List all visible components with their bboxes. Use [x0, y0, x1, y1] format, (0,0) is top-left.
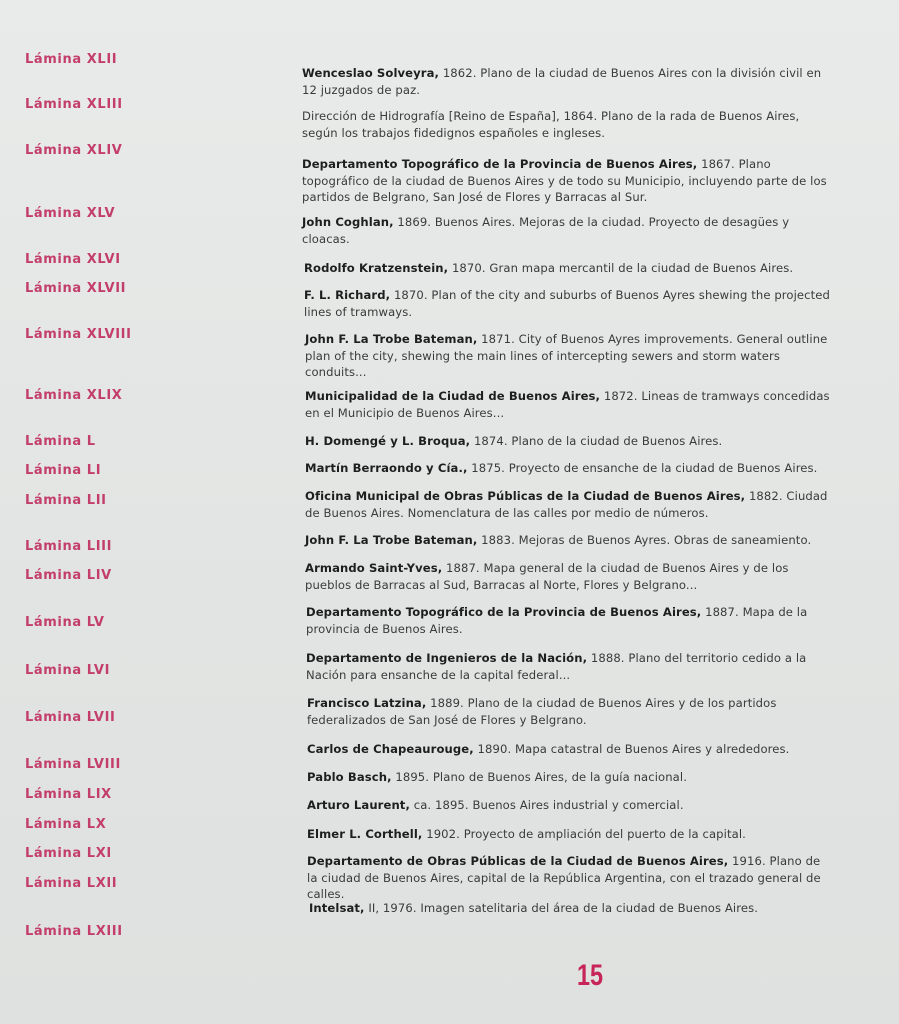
plate-description	[305, 388, 831, 421]
plate-description	[306, 650, 832, 683]
plate-description	[302, 65, 828, 98]
plate-description	[307, 741, 833, 758]
plate-label: Lámina LXIII	[25, 924, 123, 939]
author-name: Francisco Latzina,	[307, 696, 427, 710]
description-text: 1890. Mapa catastral de Buenos Aires y alrededores.	[473, 742, 790, 756]
author-name: Pablo Basch,	[307, 770, 392, 784]
author-name: Wenceslao Solveyra,	[302, 66, 440, 80]
plate-label: Lámina XLIX	[25, 388, 123, 403]
author-name: Intelsat,	[309, 901, 365, 915]
plate-label: Lámina LIII	[25, 539, 113, 554]
author-name: Oficina Municipal de Obras Públicas de la Ciudad de Buenos Aires,	[305, 489, 746, 503]
plate-description	[304, 260, 830, 277]
plate-label: Lámina XLII	[25, 52, 118, 67]
description-text: 1862. Plano de la ciudad de Buenos Aires con la división civil en 12 juzgados de paz.	[302, 66, 822, 97]
author-name: John F. La Trobe Bateman,	[305, 533, 478, 547]
plate-label: Lámina XLIV	[25, 143, 123, 158]
plate-label: Lámina XLV	[25, 206, 116, 221]
description-text: 1887. Mapa de la provincia de Buenos Aires.	[306, 605, 808, 636]
plate-label: Lámina LII	[25, 493, 107, 508]
description-text: 1916. Plano de la ciudad de Buenos Aires, capital de la República Argentina, con el trazado general de calles.	[307, 854, 821, 901]
author-name: Departamento Topográfico de la Provincia de Buenos Aires,	[306, 605, 702, 619]
author-name: Municipalidad de la Ciudad de Buenos Aires,	[305, 389, 601, 403]
author-name: F. L. Richard,	[304, 288, 391, 302]
plate-description	[307, 826, 833, 843]
plate-label: Lámina XLVII	[25, 281, 127, 296]
plate-description	[307, 695, 833, 728]
plate-label: Lámina LX	[25, 817, 107, 832]
plate-label: Lámina LVII	[25, 710, 116, 725]
author-name: Departamento Topográfico de la Provincia de Buenos Aires,	[302, 157, 698, 171]
plate-label: Lámina LXII	[25, 876, 118, 891]
plate-description	[306, 604, 832, 637]
description-text: 1883. Mejoras de Buenos Ayres. Obras de saneamiento.	[477, 533, 812, 547]
plate-label: Lámina LIX	[25, 787, 112, 802]
plate-label: Lámina XLIII	[25, 97, 123, 112]
description-text: II, 1976. Imagen satelitaria del área de la ciudad de Buenos Aires.	[364, 901, 759, 915]
description-text: 1888. Plano del territorio cedido a la Nación para ensanche de la capital federal...	[306, 651, 807, 682]
author-name: Armando Saint-Yves,	[305, 561, 443, 575]
plate-description	[302, 156, 828, 206]
plate-label: Lámina LVI	[25, 663, 111, 678]
plate-description	[307, 853, 833, 903]
plate-description	[305, 460, 831, 477]
page-number: 15	[577, 959, 604, 992]
author-name: Departamento de Ingenieros de la Nación,	[306, 651, 588, 665]
plate-label: Lámina L	[25, 434, 96, 449]
plate-label: Lámina LVIII	[25, 757, 121, 772]
plate-label: Lámina XLVI	[25, 252, 121, 267]
plate-label: Lámina XLVIII	[25, 327, 132, 342]
plate-label: Lámina LV	[25, 615, 105, 630]
author-name: Elmer L. Corthell,	[307, 827, 423, 841]
plate-description	[305, 433, 831, 450]
author-name: Departamento de Obras Públicas de la Ciudad de Buenos Aires,	[307, 854, 729, 868]
plate-description	[305, 560, 831, 593]
plate-description	[305, 532, 831, 549]
description-text: 1872. Lineas de tramways concedidas en el Municipio de Buenos Aires...	[305, 389, 830, 420]
plate-description	[309, 900, 835, 917]
description-text: 1902. Proyecto de ampliación del puerto de la capital.	[422, 827, 746, 841]
author-name: Carlos de Chapeaurouge,	[307, 742, 474, 756]
plate-description	[307, 797, 833, 814]
description-text: 1887. Mapa general de la ciudad de Buenos Aires y de los pueblos de Barracas al Sud, Barracas al Norte, Flores y Belgrano...	[305, 561, 789, 592]
description-text: 1874. Plano de la ciudad de Buenos Aires.	[470, 434, 723, 448]
description-text: 1889. Plano de la ciudad de Buenos Aires y de los partidos federalizados de San José de Flores y Belgrano.	[307, 696, 777, 727]
plate-label: Lámina LIV	[25, 568, 112, 583]
author-name: John F. La Trobe Bateman,	[305, 332, 478, 346]
description-text: 1867. Plano topográfico de la ciudad de Buenos Aires y de todo su Municipio, incluyendo parte de los partidos de Belgrano, San José de Flores y Barracas al Sur.	[302, 157, 827, 204]
plate-description	[307, 769, 833, 786]
plate-description	[302, 108, 828, 141]
author-name: Arturo Laurent,	[307, 798, 410, 812]
description-text: 1895. Plano de Buenos Aires, de la guía nacional.	[391, 770, 687, 784]
author-name: Rodolfo Kratzenstein,	[304, 261, 449, 275]
plate-description	[302, 214, 828, 247]
description-text: 1875. Proyecto de ensanche de la ciudad de Buenos Aires.	[467, 461, 818, 475]
description-text: 1870. Gran mapa mercantil de la ciudad de Buenos Aires.	[448, 261, 794, 275]
description-text: 1871. City of Buenos Ayres improvements. General outline plan of the city, shewing the main lines of intercepting sewers and storm waters conduits...	[305, 332, 828, 379]
plate-label: Lámina LI	[25, 463, 102, 478]
description-text: 1882. Ciudad de Buenos Aires. Nomenclatura de las calles por medio de números.	[305, 489, 828, 520]
author-name: Martín Berraondo y Cía.,	[305, 461, 468, 475]
author-name: John Coghlan,	[302, 215, 394, 229]
author-name: H. Domengé y L. Broqua,	[305, 434, 471, 448]
plate-description	[304, 287, 830, 320]
plate-description	[305, 331, 831, 381]
description-text: 1870. Plan of the city and suburbs of Buenos Ayres shewing the projected lines of tramways.	[304, 288, 830, 319]
description-text: 1869. Buenos Aires. Mejoras de la ciudad. Proyecto de desagües y cloacas.	[302, 215, 790, 246]
description-text: ca. 1895. Buenos Aires industrial y comercial.	[409, 798, 684, 812]
plate-label: Lámina LXI	[25, 846, 112, 861]
plate-description	[305, 488, 831, 521]
description-text: Dirección de Hidrografía [Reino de España], 1864. Plano de la rada de Buenos Aires, según los trabajos fidedignos españoles e ingleses.	[302, 109, 800, 140]
